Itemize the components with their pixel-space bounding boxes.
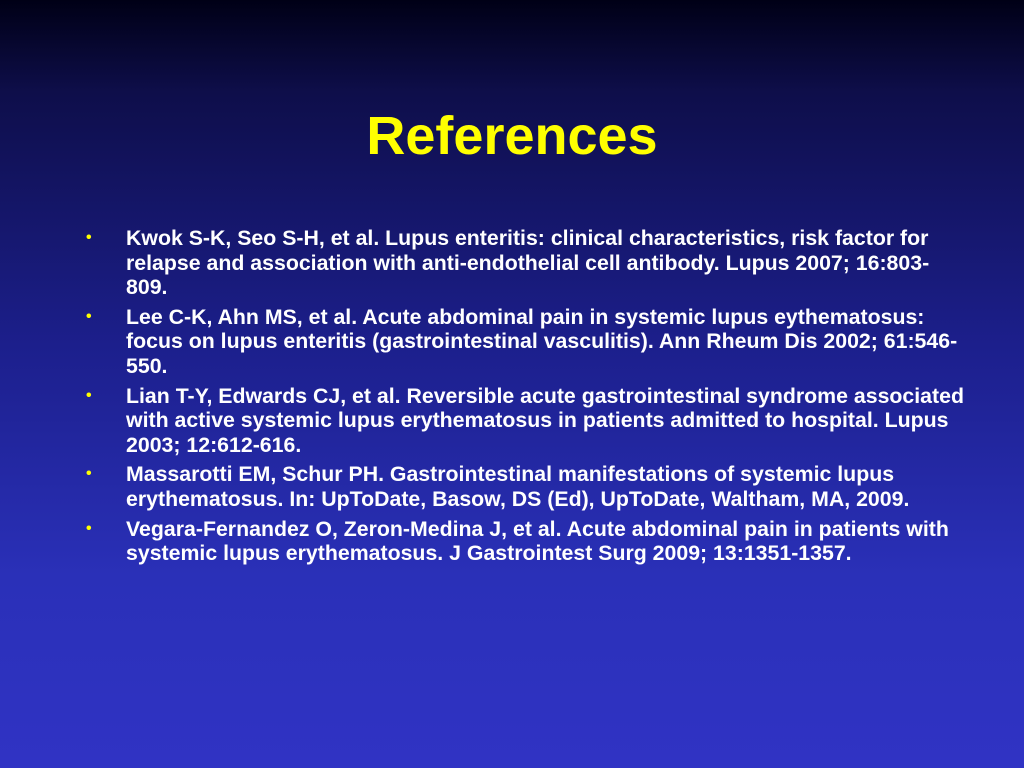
reference-item bbox=[86, 517, 966, 566]
bullet-icon: • bbox=[86, 519, 92, 537]
reference-text: Lian T-Y, Edwards CJ, et al. Reversible acute gastrointestinal syndrome associated with active systemic lupus erythematosus in patients admitted to hospital. Lupus 2003; 12:612-616. bbox=[126, 383, 964, 457]
reference-text: Vegara-Fernandez O, Zeron-Medina J, et al. Acute abdominal pain in patients with systemic lupus erythematosus. J Gastrointest Surg 2009; 13:1351-1357. bbox=[126, 516, 949, 566]
reference-item bbox=[86, 462, 966, 511]
slide-title: References bbox=[366, 106, 658, 166]
reference-list bbox=[86, 226, 966, 571]
bullet-icon: • bbox=[86, 465, 92, 483]
bullet-icon: • bbox=[86, 307, 92, 325]
reference-text: Kwok S-K, Seo S-H, et al. Lupus enteritis: clinical characteristics, risk factor for relapse and association with anti-endothelial cell antibody. Lupus 2007; 16:803-809. bbox=[126, 226, 930, 300]
reference-item bbox=[86, 384, 966, 458]
reference-item bbox=[86, 305, 966, 379]
bullet-icon: • bbox=[86, 386, 92, 404]
reference-text: Lee C-K, Ahn MS, et al. Acute abdominal pain in systemic lupus eythematosus: focus on lupus enteritis (gastrointestinal vasculitis). Ann Rheum Dis 2002; 61:546-550. bbox=[126, 304, 958, 378]
bullet-icon: • bbox=[86, 229, 92, 246]
reference-text: Massarotti EM, Schur PH. Gastrointestinal manifestations of systemic lupus erythematosus. In: UpToDate, Basow, DS (Ed), UpToDate, Waltham, MA, 2009. bbox=[126, 462, 910, 511]
reference-item bbox=[86, 226, 966, 300]
